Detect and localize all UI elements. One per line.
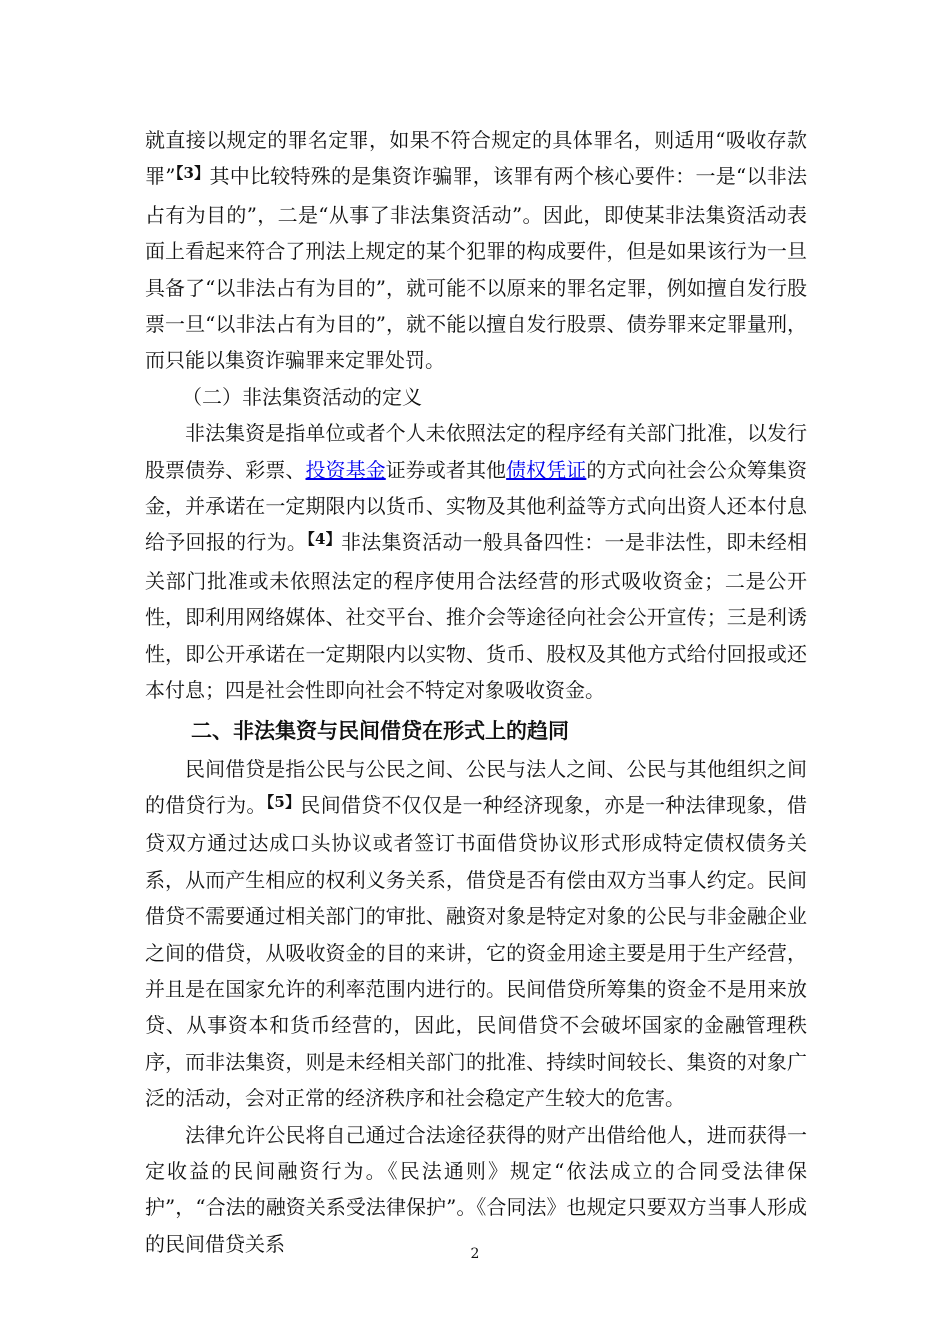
- paragraph-legal-basis: [145, 1117, 807, 1263]
- page-number: 2: [470, 1246, 480, 1262]
- paragraph-text: 的方式向社会公众筹集资金，并承诺在一定期限内以货币、实物及其他利益等方式向出资人还本付息给予回报的行为。: [145, 457, 807, 555]
- paragraph-text: 非法集资是指单位或者个人未依照法定的程序经有关部门批准，以发行股票债券、彩票、: [145, 421, 807, 482]
- paragraph-text: 民间借贷是指公民与公民之间、公民与法人之间、公民与其他组织之间的借贷行为。: [145, 756, 807, 817]
- paragraph-text: 其中比较特殊的是集资诈骗罪，该罪有两个核心要件：一是“以非法占有为目的”，二是“从事了非法集资活动”。因此，即使某非法集资活动表面上看起来符合了刑法上规定的某个犯罪的构成要件，但是如果该行为一旦具备了“以非法占有为目的”，就可能不以原来的罪名定罪，例如擅自发行股票一旦“以非法占有为目的”，就不能以擅自发行股票、债券罪来定罪量刑，而只能以集资诈骗罪来定罪处罚。: [145, 164, 807, 373]
- hyperlink-investment-fund[interactable]: 投资基金: [305, 457, 386, 482]
- paragraph-continuation: [145, 122, 807, 379]
- citation-marker: 【3】: [175, 164, 210, 183]
- paragraph-text: 证券或者其他: [385, 457, 507, 482]
- paragraph-text: 就直接以规定的罪名定罪，如果不符合规定的具体罪名，则适用“吸收存款罪”: [145, 128, 807, 189]
- citation-marker: 【4】: [307, 530, 341, 549]
- paragraph-text: 非法集资活动一般具备四性：一是非法性，即未经相关部门批准或未依照法定的程序使用合法经营的形式吸收资金；二是公开性，即利用网络媒体、社交平台、推介会等途径向社会公开宣传；三是利诱性，即公开承诺在一定期限内以实物、货币、股权及其他方式给付回报或还本付息；四是社会性即向社会不特定对象吸收资金。: [145, 530, 808, 703]
- citation-marker: 【5】: [266, 792, 301, 811]
- subsection-heading: （二）非法集资活动的定义: [182, 384, 422, 409]
- paragraph-definition: [145, 415, 807, 708]
- page-body: [145, 122, 807, 1262]
- paragraph-private-lending: [145, 751, 807, 1117]
- paragraph-text: 民间借贷不仅仅是一种经济现象，亦是一种法律现象，借贷双方通过达成口头协议或者签订书面借贷协议形式形成特定债权债务关系，从而产生相应的权利义务关系，借贷是否有偿由双方当事人约定。民间借贷不需要通过相关部门的审批、融资对象是特定对象的公民与非金融企业之间的借贷，从吸收资金的目的来讲，它的资金用途主要是用于生产经营，并且是在国家允许的利率范围内进行的。民间借贷所筹集的资金不是用来放贷、从事资本和货币经营的，因此，民间借贷不会破坏国家的金融管理秩序，而非法集资，则是未经相关部门的批准、持续时间较长、集资的对象广泛的活动，会对正常的经济秩序和社会稳定产生较大的危害。: [145, 792, 808, 1111]
- section-heading: 二、非法集资与民间借贷在形式上的趋同: [191, 718, 569, 743]
- paragraph-text: 法律允许公民将自己通过合法途径获得的财产出借给他人，进而获得一定收益的民间融资行为。《民法通则》规定“依法成立的合同受法律保护”，“合法的融资关系受法律保护”。《合同法》也规定只要双方当事人形成的民间借贷关系: [145, 1122, 807, 1256]
- hyperlink-debt-certificate[interactable]: 债权凭证: [506, 457, 587, 482]
